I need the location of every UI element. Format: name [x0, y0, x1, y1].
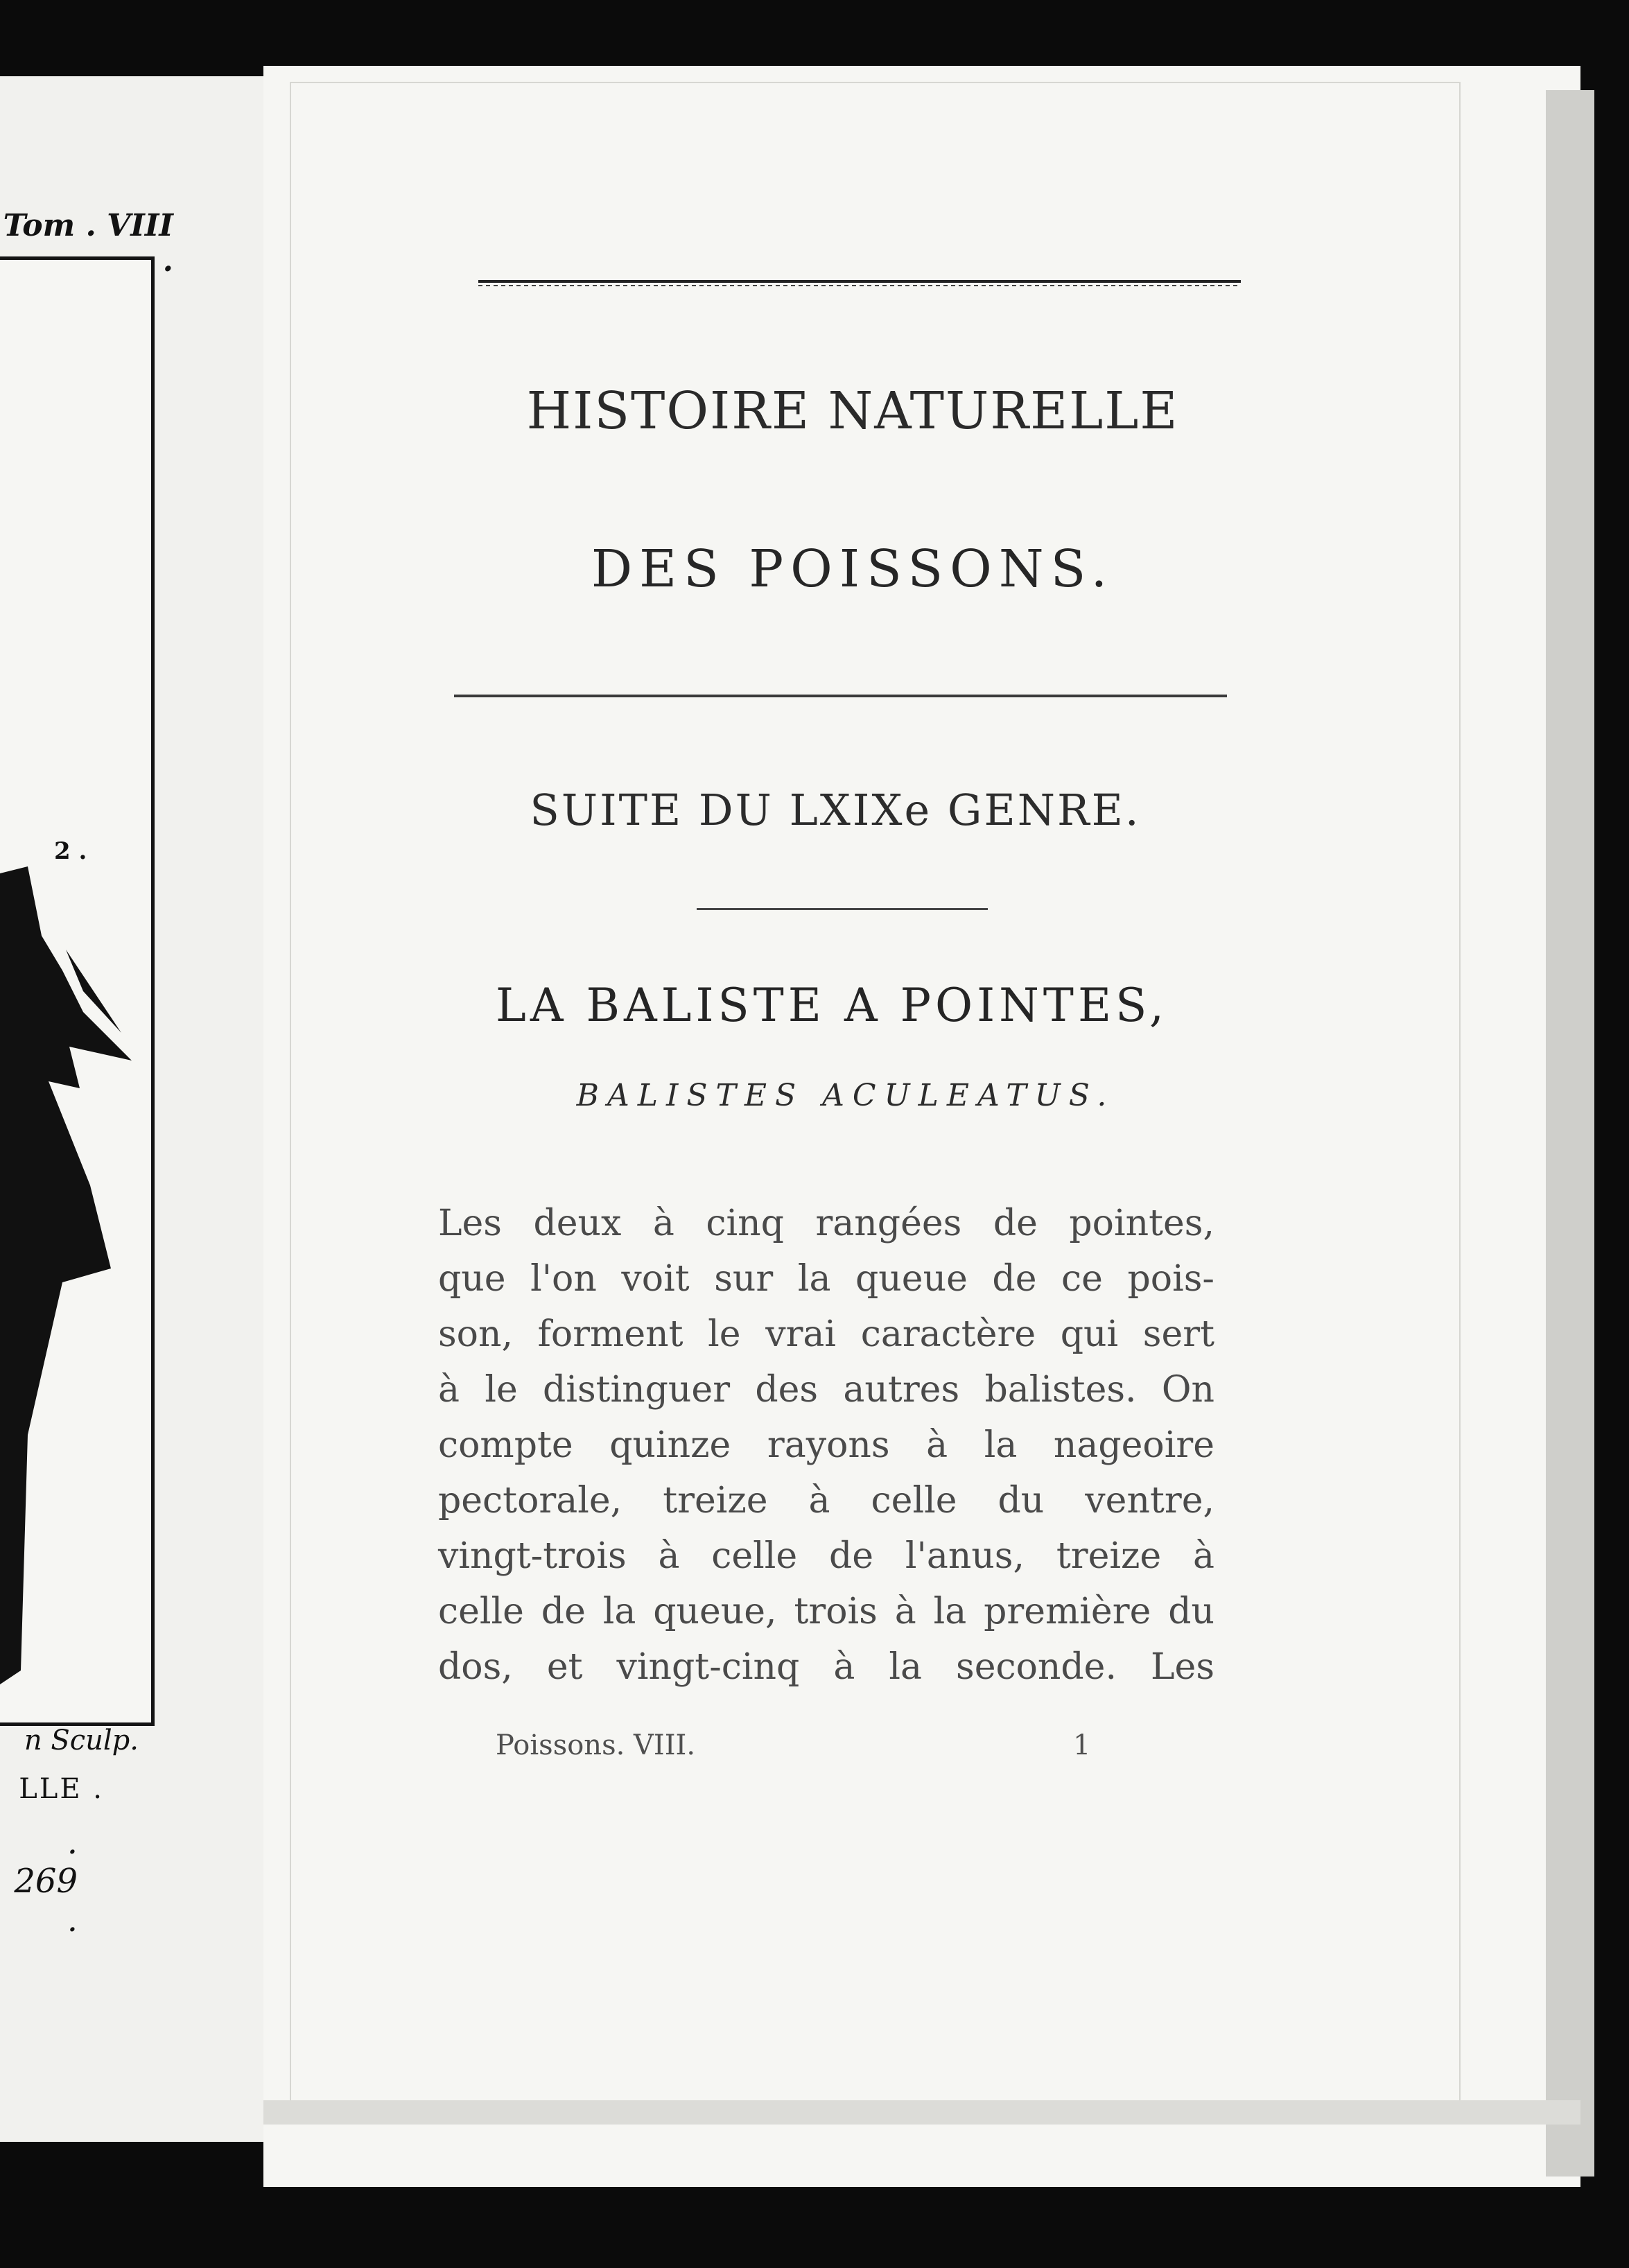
book-title: HISTOIRE NATURELLE: [526, 381, 1179, 441]
book-subtitle: DES POISSONS.: [591, 539, 1115, 599]
plate-caption: LLE .: [19, 1773, 104, 1805]
short-rule: [697, 908, 988, 910]
body-text-line: que l'on voit sur la queue de ce pois-: [438, 1258, 1214, 1300]
engraver-credit: n Sculp.: [24, 1725, 139, 1756]
species-heading: LA BALISTE A POINTES,: [496, 979, 1168, 1032]
latin-species-name: BALISTES ACULEATUS.: [576, 1078, 1115, 1113]
body-text-line: à le distinguer des autres balistes. On: [438, 1369, 1214, 1411]
body-text-line: pectorale, treize à celle du ventre,: [438, 1480, 1214, 1521]
body-text-line: Les deux à cinq rangées de pointes,: [438, 1203, 1214, 1244]
title-rule: [454, 695, 1227, 697]
fish-illustration: [0, 853, 139, 1719]
page-edge: [1546, 90, 1594, 2177]
body-text-line: dos, et vingt-cinq à la seconde. Les: [438, 1646, 1214, 1688]
page-bottom-edge: [263, 2100, 1580, 2125]
plate-page-reference: . 269 .: [14, 1823, 78, 1939]
body-text-line: son, forment le vrai caractère qui sert: [438, 1314, 1214, 1355]
ornamental-rule: [478, 276, 1241, 290]
genre-heading: SUITE DU LXIXe GENRE.: [530, 785, 1141, 835]
footer-signature: Poissons. VIII.: [496, 1729, 696, 1761]
body-text-line: celle de la queue, trois à la première du: [438, 1591, 1214, 1632]
footer-page-number: 1: [1073, 1729, 1091, 1761]
plate-number: 2 .: [54, 837, 87, 865]
plate-volume-label: Tom . VIII .: [3, 208, 173, 279]
body-text-line: vingt-trois à celle de l'anus, treize à: [438, 1535, 1214, 1577]
body-text-line: compte quinze rayons à la nageoire: [438, 1424, 1214, 1466]
